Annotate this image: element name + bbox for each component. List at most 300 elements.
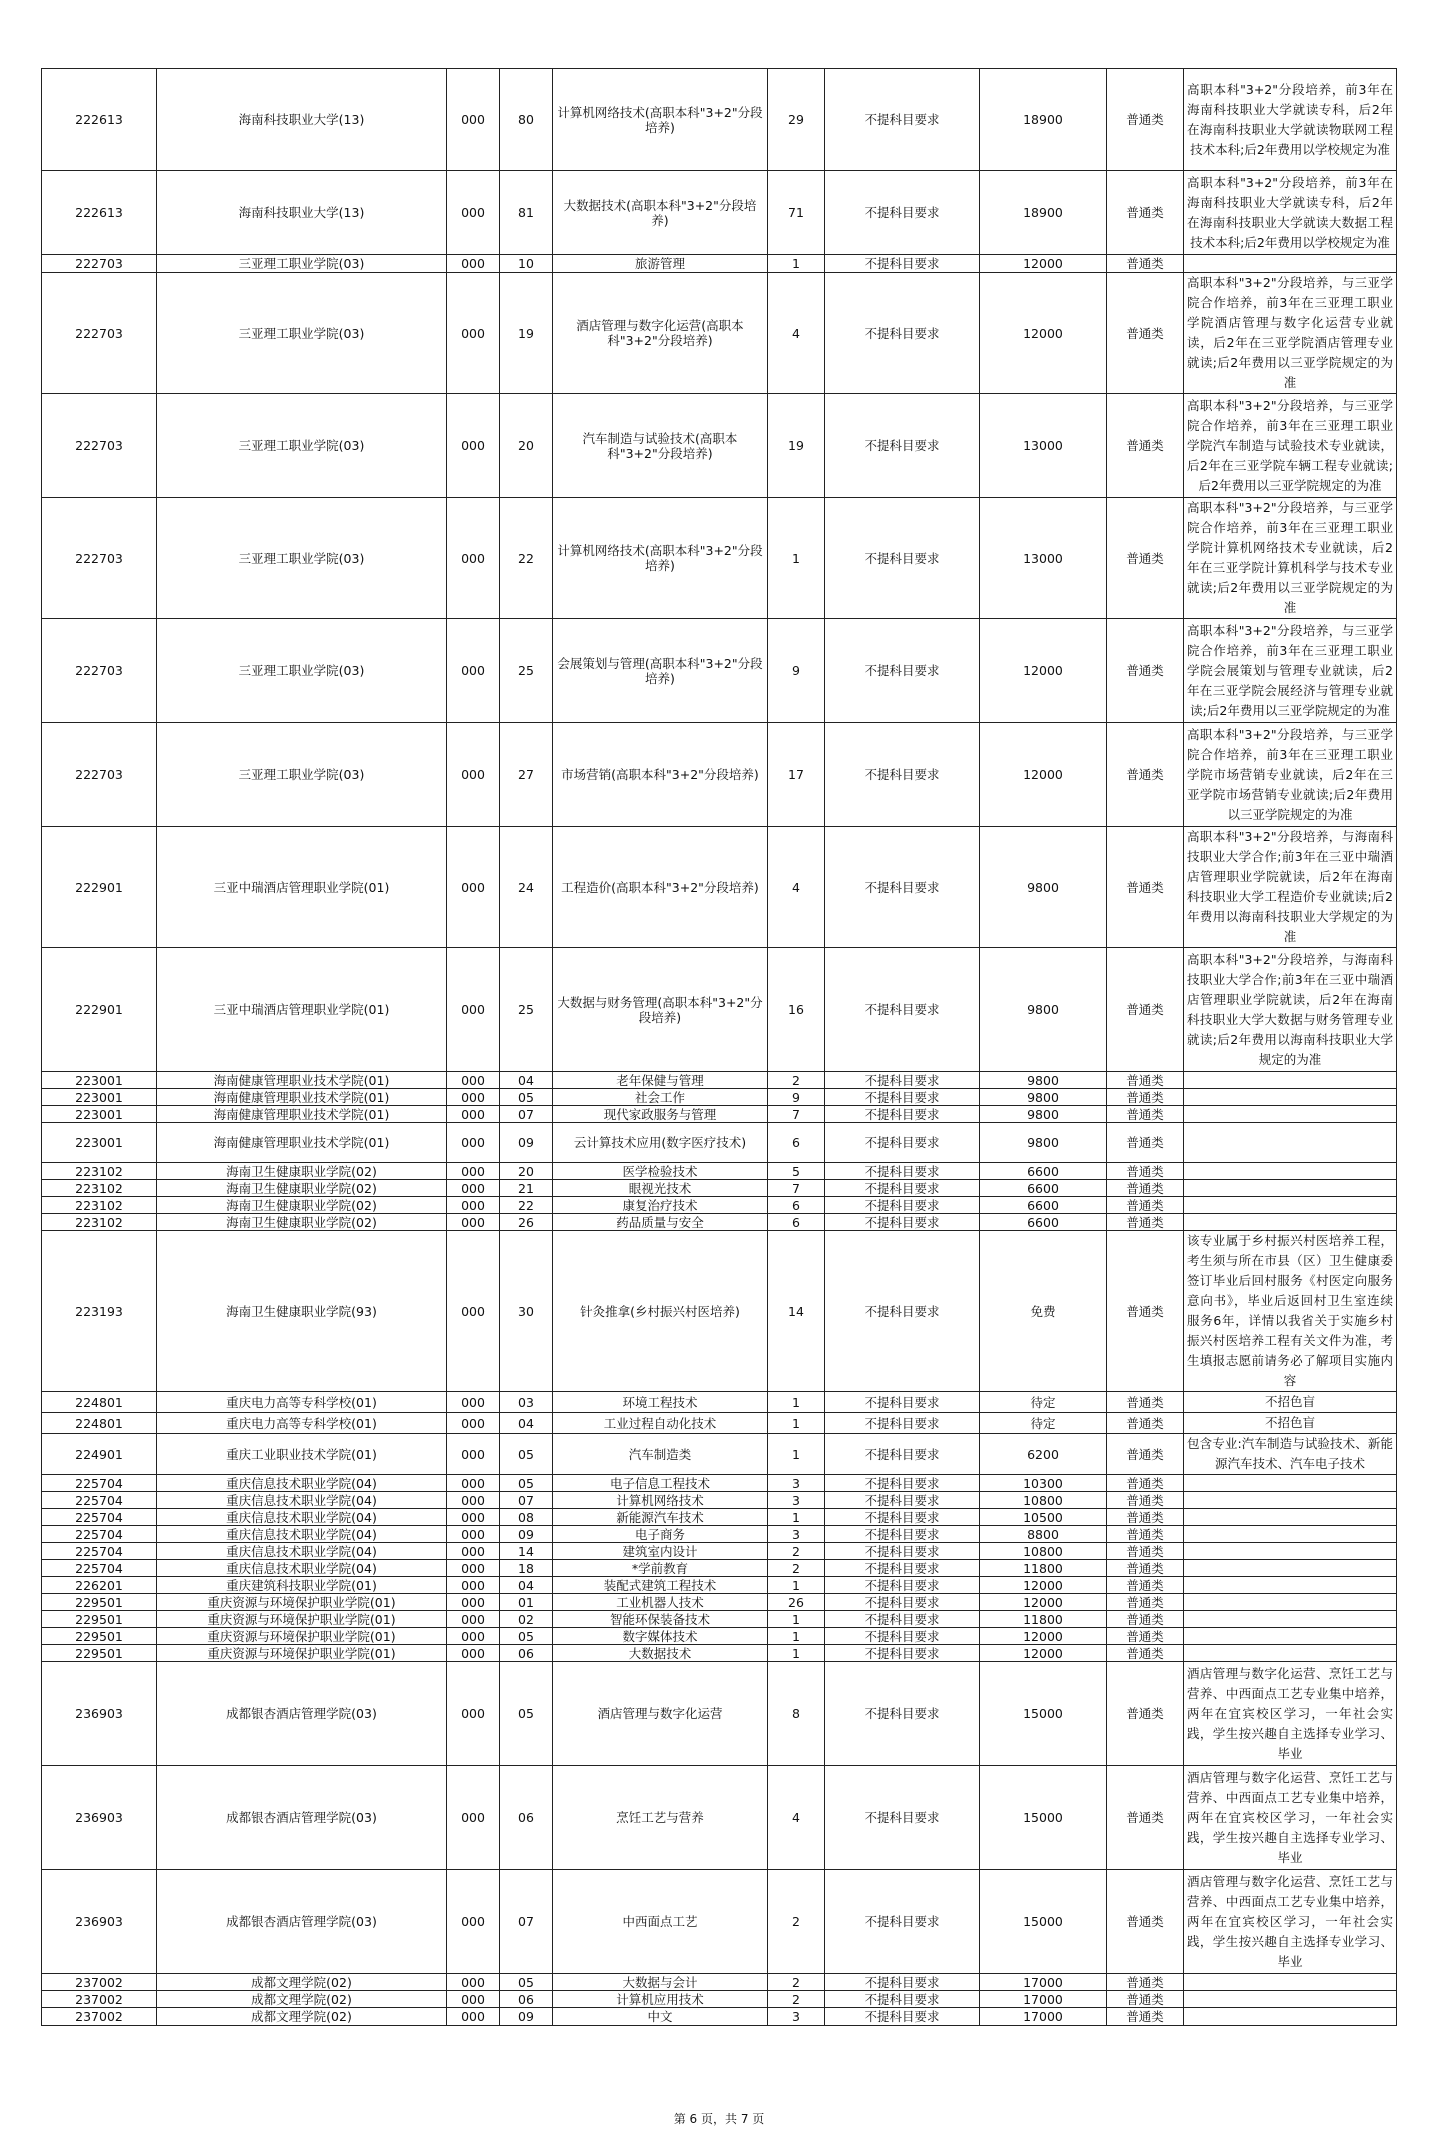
category-cell: 普通类 — [1107, 69, 1184, 171]
remarks-cell — [1184, 1628, 1397, 1645]
institution-code-cell: 225704 — [42, 1475, 157, 1492]
category-cell: 普通类 — [1107, 255, 1184, 273]
major-name-cell: 云计算技术应用(数字医疗技术) — [553, 1123, 768, 1163]
major-code-cell: 22 — [500, 498, 553, 619]
institution-name-cell: 海南卫生健康职业学院(02) — [157, 1197, 447, 1214]
subject-requirement-cell: 不提科目要求 — [825, 1123, 980, 1163]
tuition-cell: 9800 — [980, 1106, 1107, 1123]
institution-name-cell: 成都银杏酒店管理学院(03) — [157, 1766, 447, 1870]
institution-name-cell: 重庆信息技术职业学院(04) — [157, 1475, 447, 1492]
tuition-cell: 8800 — [980, 1526, 1107, 1543]
major-name-cell: 酒店管理与数字化运营(高职本科"3+2"分段培养) — [553, 273, 768, 394]
group-code-cell: 000 — [447, 1089, 500, 1106]
institution-name-cell: 三亚理工职业学院(03) — [157, 273, 447, 394]
remarks-cell: 高职本科"3+2"分段培养，前3年在海南科技职业大学就读专科，后2年在海南科技职业大学就读物联网工程技术本科;后2年费用以学校规定为准 — [1184, 69, 1397, 171]
group-code-cell: 000 — [447, 1543, 500, 1560]
table-row — [42, 1475, 1397, 1492]
category-cell: 普通类 — [1107, 1628, 1184, 1645]
plan-count-cell: 1 — [768, 1611, 825, 1628]
category-cell: 普通类 — [1107, 1413, 1184, 1434]
group-code-cell: 000 — [447, 1628, 500, 1645]
subject-requirement-cell: 不提科目要求 — [825, 1526, 980, 1543]
tuition-cell: 12000 — [980, 1577, 1107, 1594]
major-name-cell: 眼视光技术 — [553, 1180, 768, 1197]
category-cell: 普通类 — [1107, 1766, 1184, 1870]
major-code-cell: 05 — [500, 1662, 553, 1766]
major-code-cell: 20 — [500, 394, 553, 498]
tuition-cell: 10300 — [980, 1475, 1107, 1492]
category-cell: 普通类 — [1107, 1577, 1184, 1594]
institution-name-cell: 海南健康管理职业技术学院(01) — [157, 1106, 447, 1123]
group-code-cell: 000 — [447, 1413, 500, 1434]
plan-count-cell: 71 — [768, 171, 825, 255]
institution-name-cell: 海南科技职业大学(13) — [157, 69, 447, 171]
remarks-cell — [1184, 1197, 1397, 1214]
table-row — [42, 1991, 1397, 2008]
group-code-cell: 000 — [447, 1214, 500, 1231]
category-cell: 普通类 — [1107, 1434, 1184, 1475]
institution-name-cell: 成都文理学院(02) — [157, 1974, 447, 1991]
subject-requirement-cell: 不提科目要求 — [825, 1106, 980, 1123]
major-code-cell: 07 — [500, 1870, 553, 1974]
remarks-cell: 不招色盲 — [1184, 1392, 1397, 1413]
institution-name-cell: 海南科技职业大学(13) — [157, 171, 447, 255]
major-name-cell: 老年保健与管理 — [553, 1072, 768, 1089]
institution-name-cell: 重庆工业职业技术学院(01) — [157, 1434, 447, 1475]
table-row — [42, 69, 1397, 171]
group-code-cell: 000 — [447, 827, 500, 948]
category-cell: 普通类 — [1107, 1123, 1184, 1163]
subject-requirement-cell: 不提科目要求 — [825, 394, 980, 498]
plan-count-cell: 26 — [768, 1594, 825, 1611]
tuition-cell: 9800 — [980, 1072, 1107, 1089]
category-cell: 普通类 — [1107, 1991, 1184, 2008]
group-code-cell: 000 — [447, 1475, 500, 1492]
institution-code-cell: 226201 — [42, 1577, 157, 1594]
major-name-cell: 中文 — [553, 2008, 768, 2026]
major-code-cell: 06 — [500, 1645, 553, 1662]
institution-name-cell: 成都银杏酒店管理学院(03) — [157, 1662, 447, 1766]
major-name-cell: 工程造价(高职本科"3+2"分段培养) — [553, 827, 768, 948]
group-code-cell: 000 — [447, 948, 500, 1072]
subject-requirement-cell: 不提科目要求 — [825, 2008, 980, 2026]
major-code-cell: 05 — [500, 1475, 553, 1492]
group-code-cell: 000 — [447, 1645, 500, 1662]
remarks-cell — [1184, 1089, 1397, 1106]
subject-requirement-cell: 不提科目要求 — [825, 1870, 980, 1974]
group-code-cell: 000 — [447, 1163, 500, 1180]
institution-code-cell: 222703 — [42, 498, 157, 619]
tuition-cell: 6600 — [980, 1197, 1107, 1214]
group-code-cell: 000 — [447, 1577, 500, 1594]
institution-code-cell: 229501 — [42, 1628, 157, 1645]
table-row — [42, 1560, 1397, 1577]
tuition-cell: 12000 — [980, 273, 1107, 394]
subject-requirement-cell: 不提科目要求 — [825, 1560, 980, 1577]
remarks-cell — [1184, 255, 1397, 273]
major-code-cell: 09 — [500, 2008, 553, 2026]
subject-requirement-cell: 不提科目要求 — [825, 948, 980, 1072]
major-code-cell: 05 — [500, 1089, 553, 1106]
institution-name-cell: 海南卫生健康职业学院(02) — [157, 1180, 447, 1197]
major-code-cell: 03 — [500, 1392, 553, 1413]
category-cell: 普通类 — [1107, 1072, 1184, 1089]
institution-code-cell: 223193 — [42, 1231, 157, 1392]
remarks-cell — [1184, 1180, 1397, 1197]
institution-code-cell: 225704 — [42, 1526, 157, 1543]
institution-code-cell: 229501 — [42, 1645, 157, 1662]
category-cell: 普通类 — [1107, 1197, 1184, 1214]
major-name-cell: 现代家政服务与管理 — [553, 1106, 768, 1123]
subject-requirement-cell: 不提科目要求 — [825, 1197, 980, 1214]
major-code-cell: 07 — [500, 1492, 553, 1509]
group-code-cell: 000 — [447, 1662, 500, 1766]
plan-count-cell: 16 — [768, 948, 825, 1072]
category-cell: 普通类 — [1107, 1392, 1184, 1413]
major-name-cell: *学前教育 — [553, 1560, 768, 1577]
category-cell: 普通类 — [1107, 1180, 1184, 1197]
plan-count-cell: 2 — [768, 1870, 825, 1974]
subject-requirement-cell: 不提科目要求 — [825, 273, 980, 394]
institution-code-cell: 223102 — [42, 1214, 157, 1231]
table-row — [42, 1526, 1397, 1543]
remarks-cell — [1184, 1163, 1397, 1180]
remarks-cell — [1184, 1645, 1397, 1662]
plan-count-cell: 1 — [768, 1434, 825, 1475]
tuition-cell: 免费 — [980, 1231, 1107, 1392]
group-code-cell: 000 — [447, 1870, 500, 1974]
institution-name-cell: 重庆建筑科技职业学院(01) — [157, 1577, 447, 1594]
subject-requirement-cell: 不提科目要求 — [825, 69, 980, 171]
plan-count-cell: 1 — [768, 1628, 825, 1645]
subject-requirement-cell: 不提科目要求 — [825, 1766, 980, 1870]
subject-requirement-cell: 不提科目要求 — [825, 723, 980, 827]
major-code-cell: 05 — [500, 1628, 553, 1645]
institution-name-cell: 重庆电力高等专科学校(01) — [157, 1392, 447, 1413]
category-cell: 普通类 — [1107, 948, 1184, 1072]
table-row — [42, 1594, 1397, 1611]
major-code-cell: 22 — [500, 1197, 553, 1214]
plan-count-cell: 14 — [768, 1231, 825, 1392]
category-cell: 普通类 — [1107, 1662, 1184, 1766]
plan-count-cell: 1 — [768, 498, 825, 619]
institution-code-cell: 225704 — [42, 1509, 157, 1526]
group-code-cell: 000 — [447, 1560, 500, 1577]
group-code-cell: 000 — [447, 273, 500, 394]
institution-code-cell: 224901 — [42, 1434, 157, 1475]
table-row — [42, 619, 1397, 723]
institution-code-cell: 222703 — [42, 255, 157, 273]
institution-code-cell: 229501 — [42, 1594, 157, 1611]
remarks-cell: 高职本科"3+2"分段培养，与海南科技职业大学合作;前3年在三亚中瑞酒店管理职业学院就读，后2年在海南科技职业大学大数据与财务管理专业就读;后2年费用以海南科技职业大学规定的为准 — [1184, 948, 1397, 1072]
major-name-cell: 大数据与财务管理(高职本科"3+2"分段培养) — [553, 948, 768, 1072]
remarks-cell — [1184, 1475, 1397, 1492]
tuition-cell: 18900 — [980, 69, 1107, 171]
subject-requirement-cell: 不提科目要求 — [825, 1662, 980, 1766]
major-code-cell: 06 — [500, 1766, 553, 1870]
admission-plan-table — [41, 68, 1397, 2026]
major-code-cell: 02 — [500, 1611, 553, 1628]
major-name-cell: 旅游管理 — [553, 255, 768, 273]
tuition-cell: 待定 — [980, 1392, 1107, 1413]
tuition-cell: 13000 — [980, 394, 1107, 498]
plan-count-cell: 3 — [768, 1475, 825, 1492]
plan-count-cell: 3 — [768, 2008, 825, 2026]
major-name-cell: 汽车制造与试验技术(高职本科"3+2"分段培养) — [553, 394, 768, 498]
institution-name-cell: 三亚中瑞酒店管理职业学院(01) — [157, 948, 447, 1072]
subject-requirement-cell: 不提科目要求 — [825, 1475, 980, 1492]
major-name-cell: 康复治疗技术 — [553, 1197, 768, 1214]
group-code-cell: 000 — [447, 1231, 500, 1392]
category-cell: 普通类 — [1107, 619, 1184, 723]
institution-code-cell: 236903 — [42, 1870, 157, 1974]
institution-name-cell: 重庆电力高等专科学校(01) — [157, 1413, 447, 1434]
tuition-cell: 9800 — [980, 827, 1107, 948]
major-name-cell: 烹饪工艺与营养 — [553, 1766, 768, 1870]
subject-requirement-cell: 不提科目要求 — [825, 1509, 980, 1526]
plan-count-cell: 4 — [768, 273, 825, 394]
table-row — [42, 498, 1397, 619]
table-row — [42, 1180, 1397, 1197]
remarks-cell — [1184, 1560, 1397, 1577]
remarks-cell: 高职本科"3+2"分段培养，与三亚学院合作培养，前3年在三亚理工职业学院市场营销专业就读，后2年在三亚学院市场营销专业就读;后2年费用以三亚学院规定的为准 — [1184, 723, 1397, 827]
group-code-cell: 000 — [447, 1492, 500, 1509]
plan-count-cell: 1 — [768, 1577, 825, 1594]
group-code-cell: 000 — [447, 255, 500, 273]
major-name-cell: 建筑室内设计 — [553, 1543, 768, 1560]
remarks-cell — [1184, 1991, 1397, 2008]
institution-name-cell: 重庆资源与环境保护职业学院(01) — [157, 1628, 447, 1645]
group-code-cell: 000 — [447, 171, 500, 255]
subject-requirement-cell: 不提科目要求 — [825, 1231, 980, 1392]
subject-requirement-cell: 不提科目要求 — [825, 1180, 980, 1197]
institution-code-cell: 236903 — [42, 1766, 157, 1870]
group-code-cell: 000 — [447, 69, 500, 171]
table-row — [42, 255, 1397, 273]
major-name-cell: 药品质量与安全 — [553, 1214, 768, 1231]
major-code-cell: 81 — [500, 171, 553, 255]
institution-code-cell: 222703 — [42, 723, 157, 827]
group-code-cell: 000 — [447, 498, 500, 619]
category-cell: 普通类 — [1107, 2008, 1184, 2026]
tuition-cell: 12000 — [980, 1628, 1107, 1645]
major-name-cell: 医学检验技术 — [553, 1163, 768, 1180]
table-body — [42, 69, 1397, 2026]
plan-count-cell: 9 — [768, 619, 825, 723]
category-cell: 普通类 — [1107, 1974, 1184, 1991]
major-name-cell: 数字媒体技术 — [553, 1628, 768, 1645]
category-cell: 普通类 — [1107, 1106, 1184, 1123]
tuition-cell: 13000 — [980, 498, 1107, 619]
remarks-cell: 高职本科"3+2"分段培养，与三亚学院合作培养，前3年在三亚理工职业学院计算机网络技术专业就读，后2年在三亚学院计算机科学与技术专业就读;后2年费用以三亚学院规定的为准 — [1184, 498, 1397, 619]
remarks-cell — [1184, 1543, 1397, 1560]
tuition-cell: 6600 — [980, 1214, 1107, 1231]
table-row — [42, 827, 1397, 948]
table-row — [42, 1870, 1397, 1974]
tuition-cell: 6600 — [980, 1180, 1107, 1197]
major-code-cell: 19 — [500, 273, 553, 394]
major-code-cell: 26 — [500, 1214, 553, 1231]
institution-code-cell: 223001 — [42, 1123, 157, 1163]
table-row — [42, 171, 1397, 255]
plan-count-cell: 4 — [768, 827, 825, 948]
tuition-cell: 11800 — [980, 1560, 1107, 1577]
institution-name-cell: 海南健康管理职业技术学院(01) — [157, 1089, 447, 1106]
category-cell: 普通类 — [1107, 1594, 1184, 1611]
major-name-cell: 环境工程技术 — [553, 1392, 768, 1413]
institution-name-cell: 重庆信息技术职业学院(04) — [157, 1492, 447, 1509]
major-code-cell: 04 — [500, 1413, 553, 1434]
group-code-cell: 000 — [447, 1197, 500, 1214]
remarks-cell: 高职本科"3+2"分段培养，与三亚学院合作培养，前3年在三亚理工职业学院会展策划与管理专业就读，后2年在三亚学院会展经济与管理专业就读;后2年费用以三亚学院规定的为准 — [1184, 619, 1397, 723]
plan-count-cell: 6 — [768, 1197, 825, 1214]
tuition-cell: 15000 — [980, 1870, 1107, 1974]
subject-requirement-cell: 不提科目要求 — [825, 619, 980, 723]
major-name-cell: 智能环保装备技术 — [553, 1611, 768, 1628]
plan-count-cell: 1 — [768, 255, 825, 273]
subject-requirement-cell: 不提科目要求 — [825, 827, 980, 948]
table-row — [42, 1543, 1397, 1560]
group-code-cell: 000 — [447, 2008, 500, 2026]
tuition-cell: 10500 — [980, 1509, 1107, 1526]
major-name-cell: 汽车制造类 — [553, 1434, 768, 1475]
subject-requirement-cell: 不提科目要求 — [825, 1413, 980, 1434]
major-code-cell: 21 — [500, 1180, 553, 1197]
page-footer: 第 6 页，共 7 页 — [673, 2112, 765, 2126]
table-row — [42, 1072, 1397, 1089]
plan-count-cell: 1 — [768, 1392, 825, 1413]
subject-requirement-cell: 不提科目要求 — [825, 1577, 980, 1594]
institution-code-cell: 224801 — [42, 1413, 157, 1434]
plan-count-cell: 17 — [768, 723, 825, 827]
plan-count-cell: 7 — [768, 1106, 825, 1123]
table-row — [42, 1492, 1397, 1509]
table-row — [42, 1628, 1397, 1645]
group-code-cell: 000 — [447, 1594, 500, 1611]
plan-count-cell: 5 — [768, 1163, 825, 1180]
plan-count-cell: 3 — [768, 1526, 825, 1543]
subject-requirement-cell: 不提科目要求 — [825, 1089, 980, 1106]
tuition-cell: 10800 — [980, 1492, 1107, 1509]
major-code-cell: 14 — [500, 1543, 553, 1560]
subject-requirement-cell: 不提科目要求 — [825, 498, 980, 619]
institution-code-cell: 225704 — [42, 1543, 157, 1560]
category-cell: 普通类 — [1107, 171, 1184, 255]
institution-name-cell: 重庆信息技术职业学院(04) — [157, 1560, 447, 1577]
group-code-cell: 000 — [447, 394, 500, 498]
remarks-cell — [1184, 1106, 1397, 1123]
category-cell: 普通类 — [1107, 1475, 1184, 1492]
institution-code-cell: 224801 — [42, 1392, 157, 1413]
subject-requirement-cell: 不提科目要求 — [825, 1214, 980, 1231]
major-code-cell: 05 — [500, 1434, 553, 1475]
tuition-cell: 9800 — [980, 1123, 1107, 1163]
institution-code-cell: 222901 — [42, 827, 157, 948]
table-row — [42, 1123, 1397, 1163]
category-cell: 普通类 — [1107, 827, 1184, 948]
table-row — [42, 1214, 1397, 1231]
major-code-cell: 09 — [500, 1123, 553, 1163]
table-row — [42, 1163, 1397, 1180]
category-cell: 普通类 — [1107, 1509, 1184, 1526]
category-cell: 普通类 — [1107, 723, 1184, 827]
tuition-cell: 12000 — [980, 1594, 1107, 1611]
category-cell: 普通类 — [1107, 1645, 1184, 1662]
remarks-cell — [1184, 2008, 1397, 2026]
major-code-cell: 30 — [500, 1231, 553, 1392]
subject-requirement-cell: 不提科目要求 — [825, 1974, 980, 1991]
major-name-cell: 计算机网络技术(高职本科"3+2"分段培养) — [553, 69, 768, 171]
major-name-cell: 电子商务 — [553, 1526, 768, 1543]
group-code-cell: 000 — [447, 619, 500, 723]
institution-code-cell: 237002 — [42, 2008, 157, 2026]
tuition-cell: 9800 — [980, 1089, 1107, 1106]
subject-requirement-cell: 不提科目要求 — [825, 1392, 980, 1413]
category-cell: 普通类 — [1107, 394, 1184, 498]
remarks-cell — [1184, 1526, 1397, 1543]
remarks-cell: 高职本科"3+2"分段培养，与三亚学院合作培养，前3年在三亚理工职业学院汽车制造与试验技术专业就读，后2年在三亚学院车辆工程专业就读;后2年费用以三亚学院规定的为准 — [1184, 394, 1397, 498]
group-code-cell: 000 — [447, 1180, 500, 1197]
institution-code-cell: 222703 — [42, 619, 157, 723]
plan-count-cell: 2 — [768, 1072, 825, 1089]
major-code-cell: 18 — [500, 1560, 553, 1577]
tuition-cell: 17000 — [980, 2008, 1107, 2026]
major-name-cell: 酒店管理与数字化运营 — [553, 1662, 768, 1766]
major-name-cell: 计算机网络技术(高职本科"3+2"分段培养) — [553, 498, 768, 619]
remarks-cell: 高职本科"3+2"分段培养，与三亚学院合作培养，前3年在三亚理工职业学院酒店管理与数字化运营专业就读，后2年在三亚学院酒店管理专业就读;后2年费用以三亚学院规定的为准 — [1184, 273, 1397, 394]
tuition-cell: 6200 — [980, 1434, 1107, 1475]
plan-count-cell: 1 — [768, 1413, 825, 1434]
plan-count-cell: 2 — [768, 1560, 825, 1577]
remarks-cell: 不招色盲 — [1184, 1413, 1397, 1434]
tuition-cell: 17000 — [980, 1991, 1107, 2008]
table-row — [42, 1434, 1397, 1475]
subject-requirement-cell: 不提科目要求 — [825, 1611, 980, 1628]
category-cell: 普通类 — [1107, 1526, 1184, 1543]
tuition-cell: 9800 — [980, 948, 1107, 1072]
institution-code-cell: 222613 — [42, 171, 157, 255]
major-name-cell: 新能源汽车技术 — [553, 1509, 768, 1526]
tuition-cell: 18900 — [980, 171, 1107, 255]
group-code-cell: 000 — [447, 723, 500, 827]
group-code-cell: 000 — [447, 1974, 500, 1991]
group-code-cell: 000 — [447, 1509, 500, 1526]
subject-requirement-cell: 不提科目要求 — [825, 255, 980, 273]
major-name-cell: 市场营销(高职本科"3+2"分段培养) — [553, 723, 768, 827]
major-code-cell: 07 — [500, 1106, 553, 1123]
institution-code-cell: 223001 — [42, 1089, 157, 1106]
institution-code-cell: 225704 — [42, 1560, 157, 1577]
institution-name-cell: 重庆信息技术职业学院(04) — [157, 1543, 447, 1560]
plan-count-cell: 29 — [768, 69, 825, 171]
table-row — [42, 1106, 1397, 1123]
remarks-cell — [1184, 1611, 1397, 1628]
major-code-cell: 05 — [500, 1974, 553, 1991]
major-name-cell: 大数据与会计 — [553, 1974, 768, 1991]
group-code-cell: 000 — [447, 1106, 500, 1123]
institution-name-cell: 重庆资源与环境保护职业学院(01) — [157, 1645, 447, 1662]
group-code-cell: 000 — [447, 1072, 500, 1089]
major-code-cell: 04 — [500, 1072, 553, 1089]
table-row — [42, 1645, 1397, 1662]
institution-name-cell: 三亚理工职业学院(03) — [157, 723, 447, 827]
subject-requirement-cell: 不提科目要求 — [825, 1991, 980, 2008]
institution-code-cell: 223102 — [42, 1163, 157, 1180]
major-name-cell: 针灸推拿(乡村振兴村医培养) — [553, 1231, 768, 1392]
institution-name-cell: 重庆信息技术职业学院(04) — [157, 1526, 447, 1543]
group-code-cell: 000 — [447, 1392, 500, 1413]
table-row — [42, 723, 1397, 827]
